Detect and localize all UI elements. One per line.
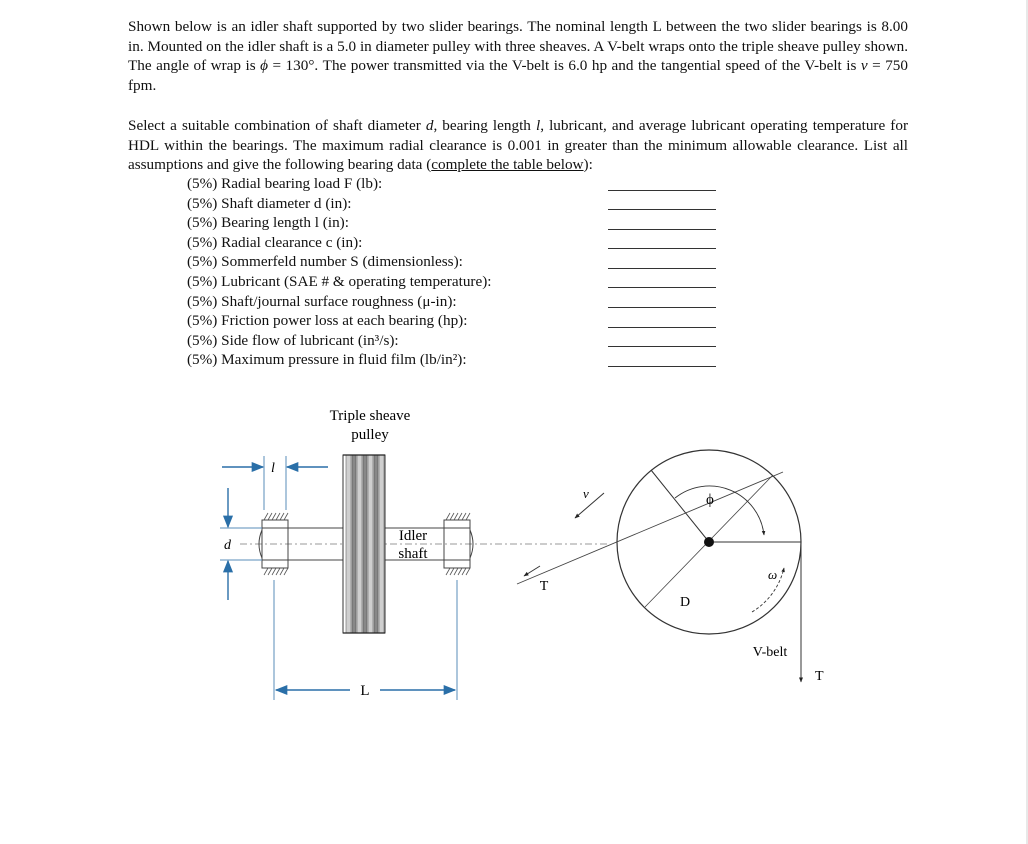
phi-label: ϕ — [706, 492, 714, 508]
triple-sheave-label: Triple sheave — [329, 408, 411, 424]
text: Select a suitable combination of shaft diameter — [128, 117, 426, 134]
list-item: (5%) Friction power loss at each bearing (hp): — [187, 312, 468, 330]
T-left-label: T — [539, 579, 549, 594]
list-item: (5%) Maximum pressure in fluid film (lb/in²): — [187, 351, 467, 369]
phi-symbol: ϕ — [260, 57, 268, 75]
idler-shaft-label: shaft — [398, 546, 428, 562]
pulley-end-view — [517, 450, 824, 684]
L-dimension-label: L — [360, 683, 370, 699]
v-symbol: v — [860, 57, 868, 75]
shaft-side-view — [220, 408, 610, 700]
list-item: (5%) Shaft/journal surface roughness (μ-in): — [187, 292, 457, 310]
text: , bearing length — [433, 117, 536, 134]
list-item: (5%) Bearing length l (in): — [187, 214, 349, 232]
list-item: (5%) Sommerfeld number S (dimensionless): — [187, 253, 463, 271]
l-symbol: l — [535, 117, 541, 134]
triple-sheave-pulley — [343, 455, 385, 633]
v-label: v — [583, 486, 589, 501]
text: = 750 fpm. — [128, 57, 908, 94]
text: , lubricant, and average lubricant operating temperature for HDL within the bearings. The maximum radial clearance is 0.001 in greater than the minimum allowable clearance. List all assumptions and give the following bearing data ( — [128, 117, 908, 174]
omega-label: ω — [768, 567, 778, 582]
list-item: (5%) Shaft diameter d (in): — [187, 194, 352, 212]
text: ): — [583, 156, 593, 174]
list-item: (5%) Lubricant (SAE # & operating temperature): — [187, 272, 492, 290]
complete-table-note: complete the table below — [431, 156, 584, 174]
T-right-label: T — [815, 669, 824, 684]
list-item: (5%) Radial bearing load F (lb): — [187, 175, 383, 192]
vbelt-label: V-belt — [752, 645, 788, 660]
d-dimension-label: d — [224, 538, 231, 553]
d-symbol: d — [425, 117, 434, 134]
l-dimension-label: l — [271, 461, 275, 476]
D-label: D — [679, 595, 691, 610]
triple-sheave-label: pulley — [351, 427, 389, 443]
list-item: (5%) Side flow of lubricant (in³/s): — [187, 331, 399, 349]
text: = 130°. The power transmitted via the V-belt is 6.0 hp and the tangential speed of the V-belt is — [267, 57, 861, 75]
idler-shaft-label: Idler — [398, 528, 428, 544]
list-item: (5%) Radial clearance c (in): — [187, 233, 363, 251]
text: Shown below is an idler shaft supported by two slider bearings. The nominal length L between the two slider bearings is 8.00 in. Mounted on the idler shaft is a 5.0 in diameter pulley with three sheaves. A V-belt wraps onto the triple sheave pulley shown. The angle of wrap is — [128, 18, 908, 75]
